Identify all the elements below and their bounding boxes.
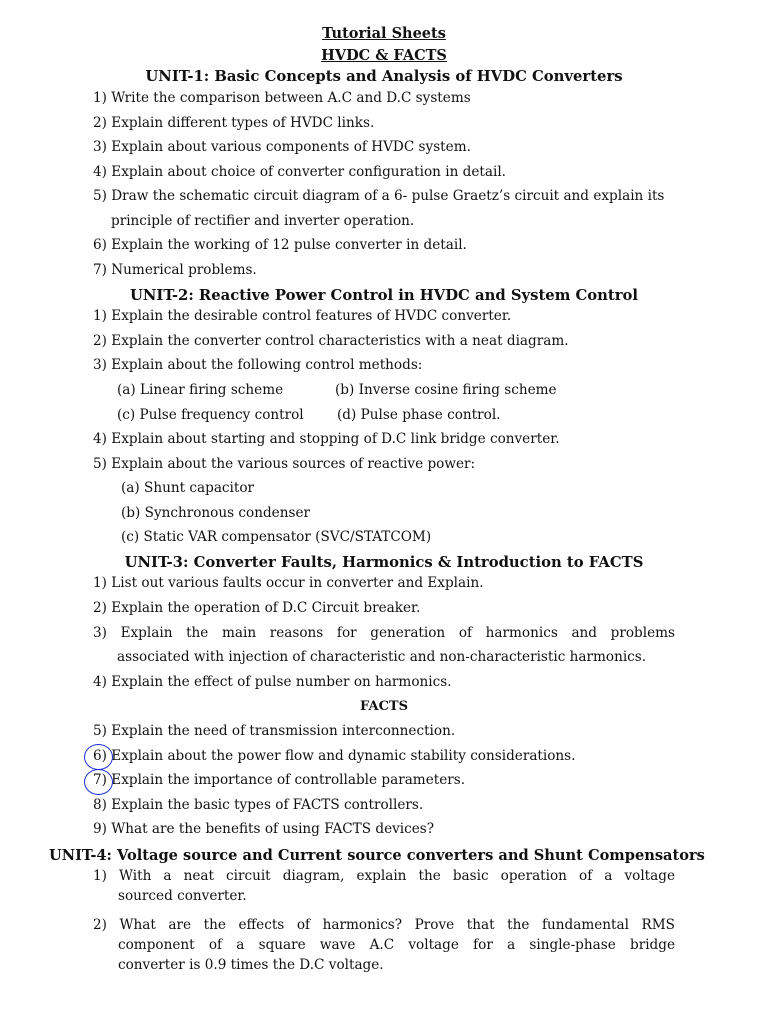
- unit3-heading: UNIT-3: Converter Faults, Harmonics & Introduction to FACTS: [124, 554, 644, 571]
- unit1-item-continuation: principle of rectifier and inverter operation.: [111, 213, 415, 229]
- unit2-item: 4) Explain about starting and stopping of D.C link bridge converter.: [93, 431, 560, 447]
- unit2-item: 5) Explain about the various sources of reactive power:: [93, 456, 476, 472]
- unit1-item: 7) Numerical problems.: [93, 262, 257, 278]
- unit3-item: 1) List out various faults occur in converter and Explain.: [93, 575, 484, 591]
- unit4-item-continuation: converter is 0.9 times the D.C voltage.: [118, 957, 384, 973]
- unit3-item: 2) Explain the operation of D.C Circuit breaker.: [93, 600, 421, 616]
- reactive-source: (a) Shunt capacitor: [121, 480, 255, 496]
- document-title: Tutorial Sheets: [322, 25, 446, 42]
- facts-item: 5) Explain the need of transmission interconnection.: [93, 723, 456, 739]
- facts-subheading: FACTS: [360, 699, 408, 714]
- unit4-item-continuation: component of a square wave A.C voltage for a single-phase bridge: [118, 937, 675, 953]
- unit2-item: 2) Explain the converter control characteristics with a neat diagram.: [93, 333, 569, 349]
- unit1-item: 2) Explain different types of HVDC links.: [93, 115, 375, 131]
- unit2-item: 3) Explain about the following control methods:: [93, 357, 423, 373]
- unit3-item: 3) Explain the main reasons for generation of harmonics and problems: [93, 625, 675, 641]
- unit4-item-continuation: sourced converter.: [118, 888, 247, 904]
- unit3-item: 4) Explain the effect of pulse number on harmonics.: [93, 674, 452, 690]
- facts-item: 6) Explain about the power flow and dynamic stability considerations.: [93, 748, 576, 764]
- annotation-circle: [84, 769, 113, 795]
- unit4-heading: UNIT-4: Voltage source and Current source converters and Shunt Compensators: [49, 847, 705, 864]
- unit4-item: 1) With a neat circuit diagram, explain the basic operation of a voltage: [93, 868, 675, 884]
- unit2-heading: UNIT-2: Reactive Power Control in HVDC and System Control: [129, 287, 639, 304]
- reactive-source: (b) Synchronous condenser: [121, 505, 310, 521]
- unit1-item: 6) Explain the working of 12 pulse converter in detail.: [93, 237, 467, 253]
- unit1-item: 5) Draw the schematic circuit diagram of a 6- pulse Graetz’s circuit and explain its: [93, 188, 665, 204]
- unit1-heading: UNIT-1: Basic Concepts and Analysis of HVDC Converters: [145, 68, 623, 85]
- unit4-item: 2) What are the effects of harmonics? Prove that the fundamental RMS: [93, 917, 675, 933]
- control-method: (c) Pulse frequency control: [117, 407, 304, 423]
- facts-item: 7) Explain the importance of controllable parameters.: [93, 772, 466, 788]
- unit1-item: 4) Explain about choice of converter configuration in detail.: [93, 164, 506, 180]
- annotation-circle: [84, 744, 113, 770]
- facts-item: 9) What are the benefits of using FACTS devices?: [93, 821, 435, 837]
- control-method: (b) Inverse cosine firing scheme: [335, 382, 557, 398]
- control-method: (a) Linear firing scheme: [117, 382, 284, 398]
- document-subject: HVDC & FACTS: [321, 47, 447, 64]
- unit3-item-continuation: associated with injection of characteristic and non-characteristic harmonics.: [117, 649, 647, 665]
- unit1-item: 1) Write the comparison between A.C and D.C systems: [93, 90, 471, 106]
- unit2-item: 1) Explain the desirable control features of HVDC converter.: [93, 308, 512, 324]
- facts-item: 8) Explain the basic types of FACTS controllers.: [93, 797, 424, 813]
- unit1-item: 3) Explain about various components of HVDC system.: [93, 139, 471, 155]
- reactive-source: (c) Static VAR compensator (SVC/STATCOM): [121, 529, 432, 545]
- control-method: (d) Pulse phase control.: [337, 407, 501, 423]
